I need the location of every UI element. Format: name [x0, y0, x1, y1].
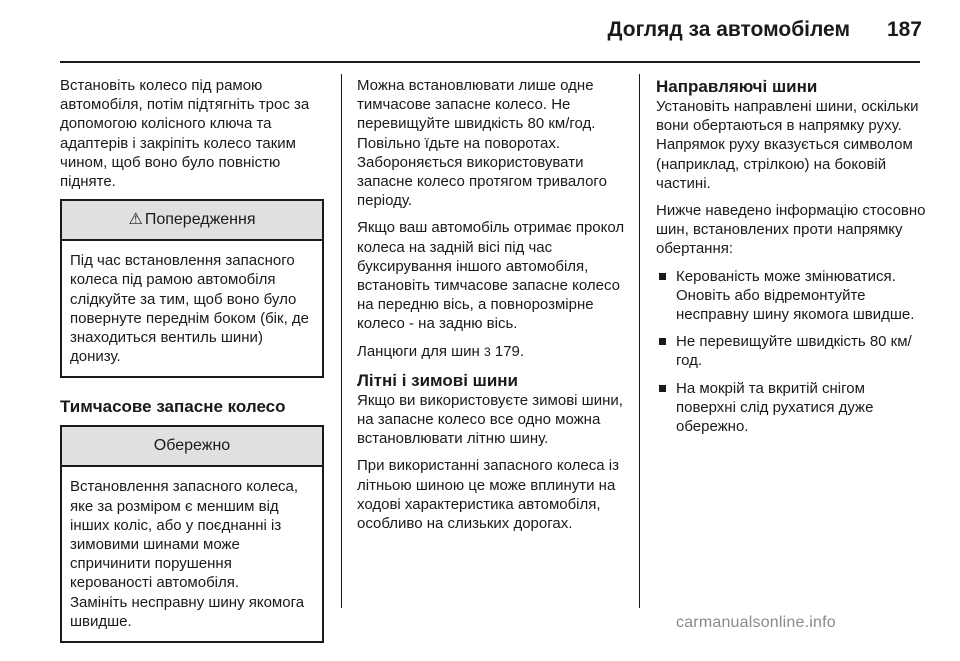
list-item: [656, 267, 926, 325]
paragraph-towing-puncture: Якщо ваш автомобіль отримає прокол колеса на задній вісі під час буксирування іншого автомобіля, встановіть тимчасове запасне колесо на передню вісь, а повнорозмірне колесо - на задню вісь.: [357, 219, 625, 333]
snow-chains-page-ref[interactable]: 179.: [494, 342, 525, 360]
square-bullet-icon: [659, 385, 666, 392]
list-item-text: Керованість може змінюватися. Оновіть або відремонтуйте несправну шину якомога швидше.: [676, 267, 915, 324]
section-heading-summer-winter: Літні і зимові шини: [357, 370, 519, 390]
column-left: [60, 76, 328, 661]
column-right: [656, 76, 926, 444]
paragraph-snow-chains-ref: [357, 342, 627, 362]
paragraph-winter-tires: Якщо ви використовуєте зимові шини, на запасне колесо все одно можна встановлювати літню шину.: [357, 391, 623, 448]
warning-box-body: Під час встановлення запасного колеса під рамою автомобіля слідкуйте за тим, щоб воно було повернуте переднім боком (бік, де знаходиться вентиль шини) донизу.: [70, 252, 310, 366]
directional-bullet-list: [656, 267, 926, 437]
square-bullet-icon: [659, 338, 666, 345]
column-middle: [357, 76, 627, 541]
intro-paragraph: Встановіть колесо під рамою автомобіля, потім підтягніть трос за допомогою колісного ключа та адаптерів і закріпіть колесо таким чином, щоб воно було повністю підняте.: [60, 77, 310, 191]
paragraph-summer-spare: При використанні запасного колеса із літньою шиною це може вплинути на ходові характеристика автомобіля, особливо на слизьких дорогах.: [357, 457, 619, 533]
square-bullet-icon: [659, 273, 666, 280]
paragraph-directional-intro: Установіть направлені шини, оскільки вони обертаються в напрямку руху. Напрямок руху вказується символом (наприклад, стрілкою) на боковій частині.: [656, 98, 919, 192]
section-heading-temporary-spare: Тимчасове запасне колесо: [60, 397, 286, 417]
paragraph-directional-info: Нижче наведено інформацію стосовно шин, встановлених проти напрямку обертання:: [656, 202, 926, 258]
page-number: 187: [886, 18, 922, 41]
caution-box-text-2: Замініть несправну шину якомога швидше.: [70, 593, 305, 630]
section-heading-directional: Направляючі шини: [656, 77, 818, 96]
column-divider-2: [639, 74, 640, 608]
snow-chains-text: Ланцюги для шин: [357, 342, 480, 360]
list-item: [656, 379, 926, 437]
list-item-text: На мокрій та вкритій снігом поверхні слід рухатися дуже обережно.: [676, 379, 874, 436]
page-header-title: Догляд за автомобілем: [607, 18, 850, 41]
list-item: [656, 332, 926, 370]
warning-box-title: Попередження: [144, 211, 256, 229]
caution-box-text-1: Встановлення запасного колеса, яке за розміром є меншим від інших коліс, або у поєднанні із зимовими шинами може спричинити порушення керованості автомобіля.: [70, 478, 299, 592]
warning-triangle-icon: ⚠: [128, 211, 143, 229]
caution-box-header: Обережно: [62, 427, 322, 467]
column-divider-1: [341, 74, 342, 608]
caution-box: [60, 425, 324, 643]
warning-box-header: [62, 201, 322, 241]
warning-box: [60, 199, 324, 378]
reference-arrow-icon: 3: [484, 344, 491, 359]
list-item-text: Не перевищуйте швидкість 80 км/год.: [676, 333, 912, 370]
paragraph-spare-limits: Можна встановлювати лише одне тимчасове запасне колесо. Не перевищуйте швидкість 80 км/год. Повільно їдьте на поворотах. Забороняється використовувати запасне колесо протягом тривалого періоду.: [357, 77, 607, 210]
watermark: carmanualsonline.info: [676, 614, 836, 631]
caution-box-body: [62, 467, 322, 641]
header-rule: [60, 61, 920, 63]
